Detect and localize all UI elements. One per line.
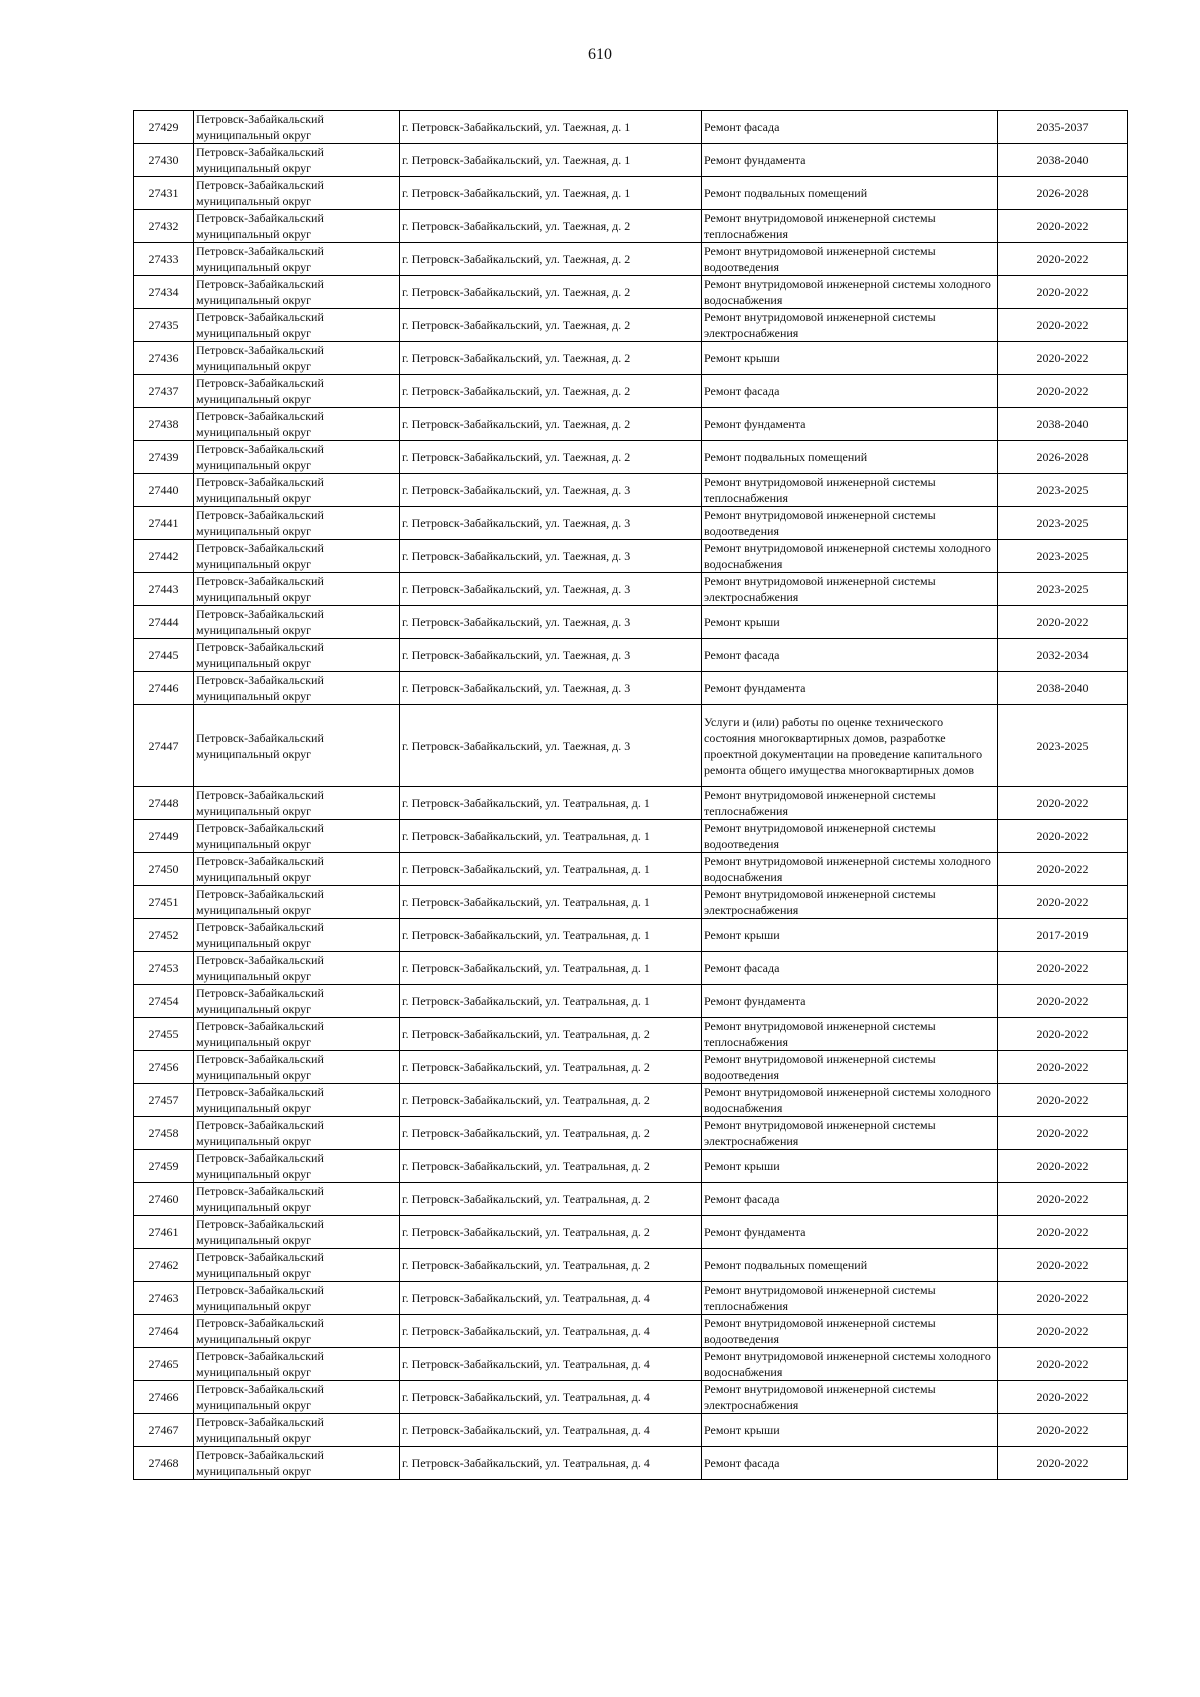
address-cell: г. Петровск-Забайкальский, ул. Таежная, д. 3 (400, 606, 702, 639)
municipality-cell: Петровск-Забайкальский муниципальный округ (194, 1315, 400, 1348)
period-cell: 2020-2022 (998, 276, 1128, 309)
table-row (134, 985, 1128, 1018)
work-type-cell: Ремонт крыши (702, 1150, 998, 1183)
table-row (134, 309, 1128, 342)
municipality-cell: Петровск-Забайкальский муниципальный округ (194, 210, 400, 243)
address-cell: г. Петровск-Забайкальский, ул. Таежная, д. 2 (400, 375, 702, 408)
table-row (134, 1084, 1128, 1117)
address-cell: г. Петровск-Забайкальский, ул. Таежная, д. 3 (400, 507, 702, 540)
address-cell: г. Петровск-Забайкальский, ул. Таежная, д. 3 (400, 639, 702, 672)
work-type-cell: Ремонт внутридомовой инженерной системы теплоснабжения (702, 210, 998, 243)
row-number-cell: 27432 (134, 210, 194, 243)
work-type-cell: Ремонт внутридомовой инженерной системы электроснабжения (702, 573, 998, 606)
work-type-cell: Ремонт крыши (702, 606, 998, 639)
table-row (134, 1150, 1128, 1183)
municipality-cell: Петровск-Забайкальский муниципальный округ (194, 705, 400, 787)
row-number-cell: 27436 (134, 342, 194, 375)
address-cell: г. Петровск-Забайкальский, ул. Таежная, д. 2 (400, 309, 702, 342)
table-row (134, 111, 1128, 144)
row-number-cell: 27447 (134, 705, 194, 787)
municipality-cell: Петровск-Забайкальский муниципальный округ (194, 886, 400, 919)
page-number: 610 (588, 46, 612, 63)
table-row (134, 342, 1128, 375)
address-cell: г. Петровск-Забайкальский, ул. Театральная, д. 1 (400, 886, 702, 919)
municipality-cell: Петровск-Забайкальский муниципальный округ (194, 177, 400, 210)
period-cell: 2020-2022 (998, 853, 1128, 886)
address-cell: г. Петровск-Забайкальский, ул. Таежная, д. 2 (400, 276, 702, 309)
period-cell: 2020-2022 (998, 1249, 1128, 1282)
row-number-cell: 27467 (134, 1414, 194, 1447)
period-cell: 2038-2040 (998, 408, 1128, 441)
row-number-cell: 27429 (134, 111, 194, 144)
row-number-cell: 27466 (134, 1381, 194, 1414)
period-cell: 2020-2022 (998, 309, 1128, 342)
municipality-cell: Петровск-Забайкальский муниципальный округ (194, 1282, 400, 1315)
period-cell: 2020-2022 (998, 1447, 1128, 1480)
work-type-cell: Ремонт внутридомовой инженерной системы холодного водоснабжения (702, 276, 998, 309)
row-number-cell: 27443 (134, 573, 194, 606)
municipality-cell: Петровск-Забайкальский муниципальный округ (194, 441, 400, 474)
table-row (134, 672, 1128, 705)
work-type-cell: Ремонт подвальных помещений (702, 1249, 998, 1282)
table-row (134, 1183, 1128, 1216)
period-cell: 2020-2022 (998, 342, 1128, 375)
address-cell: г. Петровск-Забайкальский, ул. Театральная, д. 2 (400, 1018, 702, 1051)
row-number-cell: 27438 (134, 408, 194, 441)
municipality-cell: Петровск-Забайкальский муниципальный округ (194, 573, 400, 606)
row-number-cell: 27442 (134, 540, 194, 573)
row-number-cell: 27464 (134, 1315, 194, 1348)
period-cell: 2020-2022 (998, 1282, 1128, 1315)
work-type-cell: Ремонт внутридомовой инженерной системы водоотведения (702, 1051, 998, 1084)
table-row (134, 276, 1128, 309)
period-cell: 2020-2022 (998, 1183, 1128, 1216)
table-row (134, 886, 1128, 919)
table-row (134, 1447, 1128, 1480)
municipality-cell: Петровск-Забайкальский муниципальный округ (194, 952, 400, 985)
municipality-cell: Петровск-Забайкальский муниципальный округ (194, 985, 400, 1018)
address-cell: г. Петровск-Забайкальский, ул. Театральная, д. 4 (400, 1348, 702, 1381)
municipality-cell: Петровск-Забайкальский муниципальный округ (194, 1117, 400, 1150)
table-row (134, 474, 1128, 507)
address-cell: г. Петровск-Забайкальский, ул. Театральная, д. 2 (400, 1150, 702, 1183)
work-type-cell: Ремонт внутридомовой инженерной системы электроснабжения (702, 309, 998, 342)
row-number-cell: 27450 (134, 853, 194, 886)
period-cell: 2020-2022 (998, 820, 1128, 853)
row-number-cell: 27437 (134, 375, 194, 408)
work-type-cell: Ремонт фасада (702, 1447, 998, 1480)
municipality-cell: Петровск-Забайкальский муниципальный округ (194, 1051, 400, 1084)
municipality-cell: Петровск-Забайкальский муниципальный округ (194, 474, 400, 507)
work-type-cell: Ремонт фасада (702, 1183, 998, 1216)
municipality-cell: Петровск-Забайкальский муниципальный округ (194, 507, 400, 540)
table-row (134, 1315, 1128, 1348)
work-type-cell: Ремонт внутридомовой инженерной системы электроснабжения (702, 1117, 998, 1150)
municipality-cell: Петровск-Забайкальский муниципальный округ (194, 1150, 400, 1183)
work-type-cell: Ремонт крыши (702, 1414, 998, 1447)
table-row (134, 1216, 1128, 1249)
work-type-cell: Ремонт внутридомовой инженерной системы холодного водоснабжения (702, 853, 998, 886)
work-type-cell: Ремонт внутридомовой инженерной системы водоотведения (702, 820, 998, 853)
period-cell: 2020-2022 (998, 886, 1128, 919)
municipality-cell: Петровск-Забайкальский муниципальный округ (194, 1183, 400, 1216)
address-cell: г. Петровск-Забайкальский, ул. Театральная, д. 4 (400, 1381, 702, 1414)
address-cell: г. Петровск-Забайкальский, ул. Театральная, д. 1 (400, 853, 702, 886)
municipality-cell: Петровск-Забайкальский муниципальный округ (194, 1249, 400, 1282)
work-type-cell: Ремонт крыши (702, 342, 998, 375)
address-cell: г. Петровск-Забайкальский, ул. Таежная, д. 2 (400, 408, 702, 441)
row-number-cell: 27457 (134, 1084, 194, 1117)
table-row (134, 243, 1128, 276)
address-cell: г. Петровск-Забайкальский, ул. Таежная, д. 1 (400, 111, 702, 144)
municipality-cell: Петровск-Забайкальский муниципальный округ (194, 1216, 400, 1249)
address-cell: г. Петровск-Забайкальский, ул. Таежная, д. 3 (400, 573, 702, 606)
period-cell: 2020-2022 (998, 606, 1128, 639)
table-row (134, 441, 1128, 474)
table-row (134, 919, 1128, 952)
row-number-cell: 27459 (134, 1150, 194, 1183)
work-type-cell: Ремонт внутридомовой инженерной системы водоотведения (702, 507, 998, 540)
table-row (134, 1018, 1128, 1051)
table-body (134, 111, 1128, 1480)
row-number-cell: 27456 (134, 1051, 194, 1084)
period-cell: 2023-2025 (998, 474, 1128, 507)
row-number-cell: 27468 (134, 1447, 194, 1480)
work-type-cell: Услуги и (или) работы по оценке технического состояния многоквартирных домов, разработке проектной документации на проведение капитального ремонта общего имущества многоквартирных домов (702, 705, 998, 787)
address-cell: г. Петровск-Забайкальский, ул. Таежная, д. 2 (400, 441, 702, 474)
address-cell: г. Петровск-Забайкальский, ул. Таежная, д. 2 (400, 243, 702, 276)
municipality-cell: Петровск-Забайкальский муниципальный округ (194, 111, 400, 144)
municipality-cell: Петровск-Забайкальский муниципальный округ (194, 1084, 400, 1117)
row-number-cell: 27431 (134, 177, 194, 210)
table-row (134, 1348, 1128, 1381)
work-type-cell: Ремонт фундамента (702, 144, 998, 177)
address-cell: г. Петровск-Забайкальский, ул. Театральная, д. 1 (400, 787, 702, 820)
work-type-cell: Ремонт фасада (702, 375, 998, 408)
row-number-cell: 27458 (134, 1117, 194, 1150)
address-cell: г. Петровск-Забайкальский, ул. Театральная, д. 2 (400, 1117, 702, 1150)
work-type-cell: Ремонт внутридомовой инженерной системы теплоснабжения (702, 1282, 998, 1315)
period-cell: 2038-2040 (998, 144, 1128, 177)
period-cell: 2023-2025 (998, 573, 1128, 606)
row-number-cell: 27430 (134, 144, 194, 177)
work-type-cell: Ремонт фундамента (702, 1216, 998, 1249)
work-type-cell: Ремонт фасада (702, 639, 998, 672)
row-number-cell: 27439 (134, 441, 194, 474)
row-number-cell: 27452 (134, 919, 194, 952)
address-cell: г. Петровск-Забайкальский, ул. Театральная, д. 4 (400, 1282, 702, 1315)
municipality-cell: Петровск-Забайкальский муниципальный округ (194, 1018, 400, 1051)
row-number-cell: 27455 (134, 1018, 194, 1051)
period-cell: 2020-2022 (998, 1216, 1128, 1249)
address-cell: г. Петровск-Забайкальский, ул. Театральная, д. 1 (400, 820, 702, 853)
address-cell: г. Петровск-Забайкальский, ул. Таежная, д. 2 (400, 210, 702, 243)
row-number-cell: 27434 (134, 276, 194, 309)
row-number-cell: 27454 (134, 985, 194, 1018)
work-type-cell: Ремонт внутридомовой инженерной системы холодного водоснабжения (702, 1348, 998, 1381)
period-cell: 2026-2028 (998, 441, 1128, 474)
address-cell: г. Петровск-Забайкальский, ул. Таежная, д. 3 (400, 705, 702, 787)
address-cell: г. Петровск-Забайкальский, ул. Театральная, д. 2 (400, 1249, 702, 1282)
period-cell: 2020-2022 (998, 985, 1128, 1018)
address-cell: г. Петровск-Забайкальский, ул. Таежная, д. 3 (400, 474, 702, 507)
table-row (134, 820, 1128, 853)
row-number-cell: 27449 (134, 820, 194, 853)
address-cell: г. Петровск-Забайкальский, ул. Таежная, д. 3 (400, 672, 702, 705)
work-type-cell: Ремонт фасада (702, 952, 998, 985)
period-cell: 2026-2028 (998, 177, 1128, 210)
work-type-cell: Ремонт внутридомовой инженерной системы электроснабжения (702, 886, 998, 919)
address-cell: г. Петровск-Забайкальский, ул. Театральная, д. 4 (400, 1414, 702, 1447)
work-type-cell: Ремонт внутридомовой инженерной системы водоотведения (702, 1315, 998, 1348)
work-type-cell: Ремонт фундамента (702, 672, 998, 705)
row-number-cell: 27441 (134, 507, 194, 540)
table-row (134, 375, 1128, 408)
address-cell: г. Петровск-Забайкальский, ул. Театральная, д. 2 (400, 1084, 702, 1117)
row-number-cell: 27460 (134, 1183, 194, 1216)
table-row (134, 507, 1128, 540)
period-cell: 2020-2022 (998, 787, 1128, 820)
period-cell: 2020-2022 (998, 210, 1128, 243)
work-type-cell: Ремонт фундамента (702, 985, 998, 1018)
period-cell: 2020-2022 (998, 1084, 1128, 1117)
address-cell: г. Петровск-Забайкальский, ул. Театральная, д. 2 (400, 1051, 702, 1084)
row-number-cell: 27461 (134, 1216, 194, 1249)
address-cell: г. Петровск-Забайкальский, ул. Театральная, д. 1 (400, 985, 702, 1018)
row-number-cell: 27445 (134, 639, 194, 672)
municipality-cell: Петровск-Забайкальский муниципальный округ (194, 853, 400, 886)
period-cell: 2020-2022 (998, 1315, 1128, 1348)
period-cell: 2035-2037 (998, 111, 1128, 144)
address-cell: г. Петровск-Забайкальский, ул. Таежная, д. 1 (400, 177, 702, 210)
period-cell: 2020-2022 (998, 1150, 1128, 1183)
period-cell: 2020-2022 (998, 375, 1128, 408)
table-row (134, 408, 1128, 441)
address-cell: г. Петровск-Забайкальский, ул. Театральная, д. 1 (400, 952, 702, 985)
table-row (134, 573, 1128, 606)
table-row (134, 1414, 1128, 1447)
period-cell: 2020-2022 (998, 1051, 1128, 1084)
municipality-cell: Петровск-Забайкальский муниципальный округ (194, 672, 400, 705)
period-cell: 2023-2025 (998, 507, 1128, 540)
table-row (134, 705, 1128, 787)
municipality-cell: Петровск-Забайкальский муниципальный округ (194, 820, 400, 853)
work-type-cell: Ремонт внутридомовой инженерной системы водоотведения (702, 243, 998, 276)
table-row (134, 1117, 1128, 1150)
work-type-cell: Ремонт фундамента (702, 408, 998, 441)
period-cell: 2038-2040 (998, 672, 1128, 705)
table-row (134, 639, 1128, 672)
table-row (134, 144, 1128, 177)
address-cell: г. Петровск-Забайкальский, ул. Таежная, д. 3 (400, 540, 702, 573)
municipality-cell: Петровск-Забайкальский муниципальный округ (194, 919, 400, 952)
municipality-cell: Петровск-Забайкальский муниципальный округ (194, 606, 400, 639)
address-cell: г. Петровск-Забайкальский, ул. Театральная, д. 1 (400, 919, 702, 952)
work-type-cell: Ремонт фасада (702, 111, 998, 144)
municipality-cell: Петровск-Забайкальский муниципальный округ (194, 1414, 400, 1447)
period-cell: 2020-2022 (998, 952, 1128, 985)
municipality-cell: Петровск-Забайкальский муниципальный округ (194, 375, 400, 408)
period-cell: 2023-2025 (998, 705, 1128, 787)
work-type-cell: Ремонт подвальных помещений (702, 441, 998, 474)
work-type-cell: Ремонт внутридомовой инженерной системы холодного водоснабжения (702, 1084, 998, 1117)
work-type-cell: Ремонт подвальных помещений (702, 177, 998, 210)
table-row (134, 787, 1128, 820)
work-type-cell: Ремонт внутридомовой инженерной системы теплоснабжения (702, 474, 998, 507)
table-row (134, 1249, 1128, 1282)
table-row (134, 853, 1128, 886)
table-row (134, 606, 1128, 639)
work-type-cell: Ремонт внутридомовой инженерной системы электроснабжения (702, 1381, 998, 1414)
period-cell: 2020-2022 (998, 1117, 1128, 1150)
row-number-cell: 27444 (134, 606, 194, 639)
row-number-cell: 27446 (134, 672, 194, 705)
municipality-cell: Петровск-Забайкальский муниципальный округ (194, 787, 400, 820)
row-number-cell: 27435 (134, 309, 194, 342)
table-row (134, 1051, 1128, 1084)
repair-schedule-table (133, 110, 1128, 1480)
table-row (134, 952, 1128, 985)
address-cell: г. Петровск-Забайкальский, ул. Таежная, д. 1 (400, 144, 702, 177)
municipality-cell: Петровск-Забайкальский муниципальный округ (194, 1381, 400, 1414)
period-cell: 2020-2022 (998, 1348, 1128, 1381)
address-cell: г. Петровск-Забайкальский, ул. Театральная, д. 2 (400, 1216, 702, 1249)
table-row (134, 1282, 1128, 1315)
address-cell: г. Петровск-Забайкальский, ул. Театральная, д. 4 (400, 1447, 702, 1480)
row-number-cell: 27463 (134, 1282, 194, 1315)
period-cell: 2023-2025 (998, 540, 1128, 573)
municipality-cell: Петровск-Забайкальский муниципальный округ (194, 243, 400, 276)
table-row (134, 177, 1128, 210)
municipality-cell: Петровск-Забайкальский муниципальный округ (194, 408, 400, 441)
municipality-cell: Петровск-Забайкальский муниципальный округ (194, 1447, 400, 1480)
address-cell: г. Петровск-Забайкальский, ул. Театральная, д. 4 (400, 1315, 702, 1348)
municipality-cell: Петровск-Забайкальский муниципальный округ (194, 144, 400, 177)
address-cell: г. Петровск-Забайкальский, ул. Таежная, д. 2 (400, 342, 702, 375)
period-cell: 2020-2022 (998, 1018, 1128, 1051)
work-type-cell: Ремонт внутридомовой инженерной системы холодного водоснабжения (702, 540, 998, 573)
period-cell: 2032-2034 (998, 639, 1128, 672)
address-cell: г. Петровск-Забайкальский, ул. Театральная, д. 2 (400, 1183, 702, 1216)
period-cell: 2020-2022 (998, 243, 1128, 276)
row-number-cell: 27448 (134, 787, 194, 820)
work-type-cell: Ремонт внутридомовой инженерной системы теплоснабжения (702, 1018, 998, 1051)
municipality-cell: Петровск-Забайкальский муниципальный округ (194, 639, 400, 672)
period-cell: 2017-2019 (998, 919, 1128, 952)
work-type-cell: Ремонт крыши (702, 919, 998, 952)
period-cell: 2020-2022 (998, 1381, 1128, 1414)
work-type-cell: Ремонт внутридомовой инженерной системы теплоснабжения (702, 787, 998, 820)
row-number-cell: 27462 (134, 1249, 194, 1282)
table-row (134, 210, 1128, 243)
table-row (134, 1381, 1128, 1414)
period-cell: 2020-2022 (998, 1414, 1128, 1447)
municipality-cell: Петровск-Забайкальский муниципальный округ (194, 276, 400, 309)
municipality-cell: Петровск-Забайкальский муниципальный округ (194, 1348, 400, 1381)
row-number-cell: 27451 (134, 886, 194, 919)
municipality-cell: Петровск-Забайкальский муниципальный округ (194, 342, 400, 375)
table-row (134, 540, 1128, 573)
row-number-cell: 27433 (134, 243, 194, 276)
row-number-cell: 27453 (134, 952, 194, 985)
municipality-cell: Петровск-Забайкальский муниципальный округ (194, 309, 400, 342)
municipality-cell: Петровск-Забайкальский муниципальный округ (194, 540, 400, 573)
row-number-cell: 27465 (134, 1348, 194, 1381)
row-number-cell: 27440 (134, 474, 194, 507)
